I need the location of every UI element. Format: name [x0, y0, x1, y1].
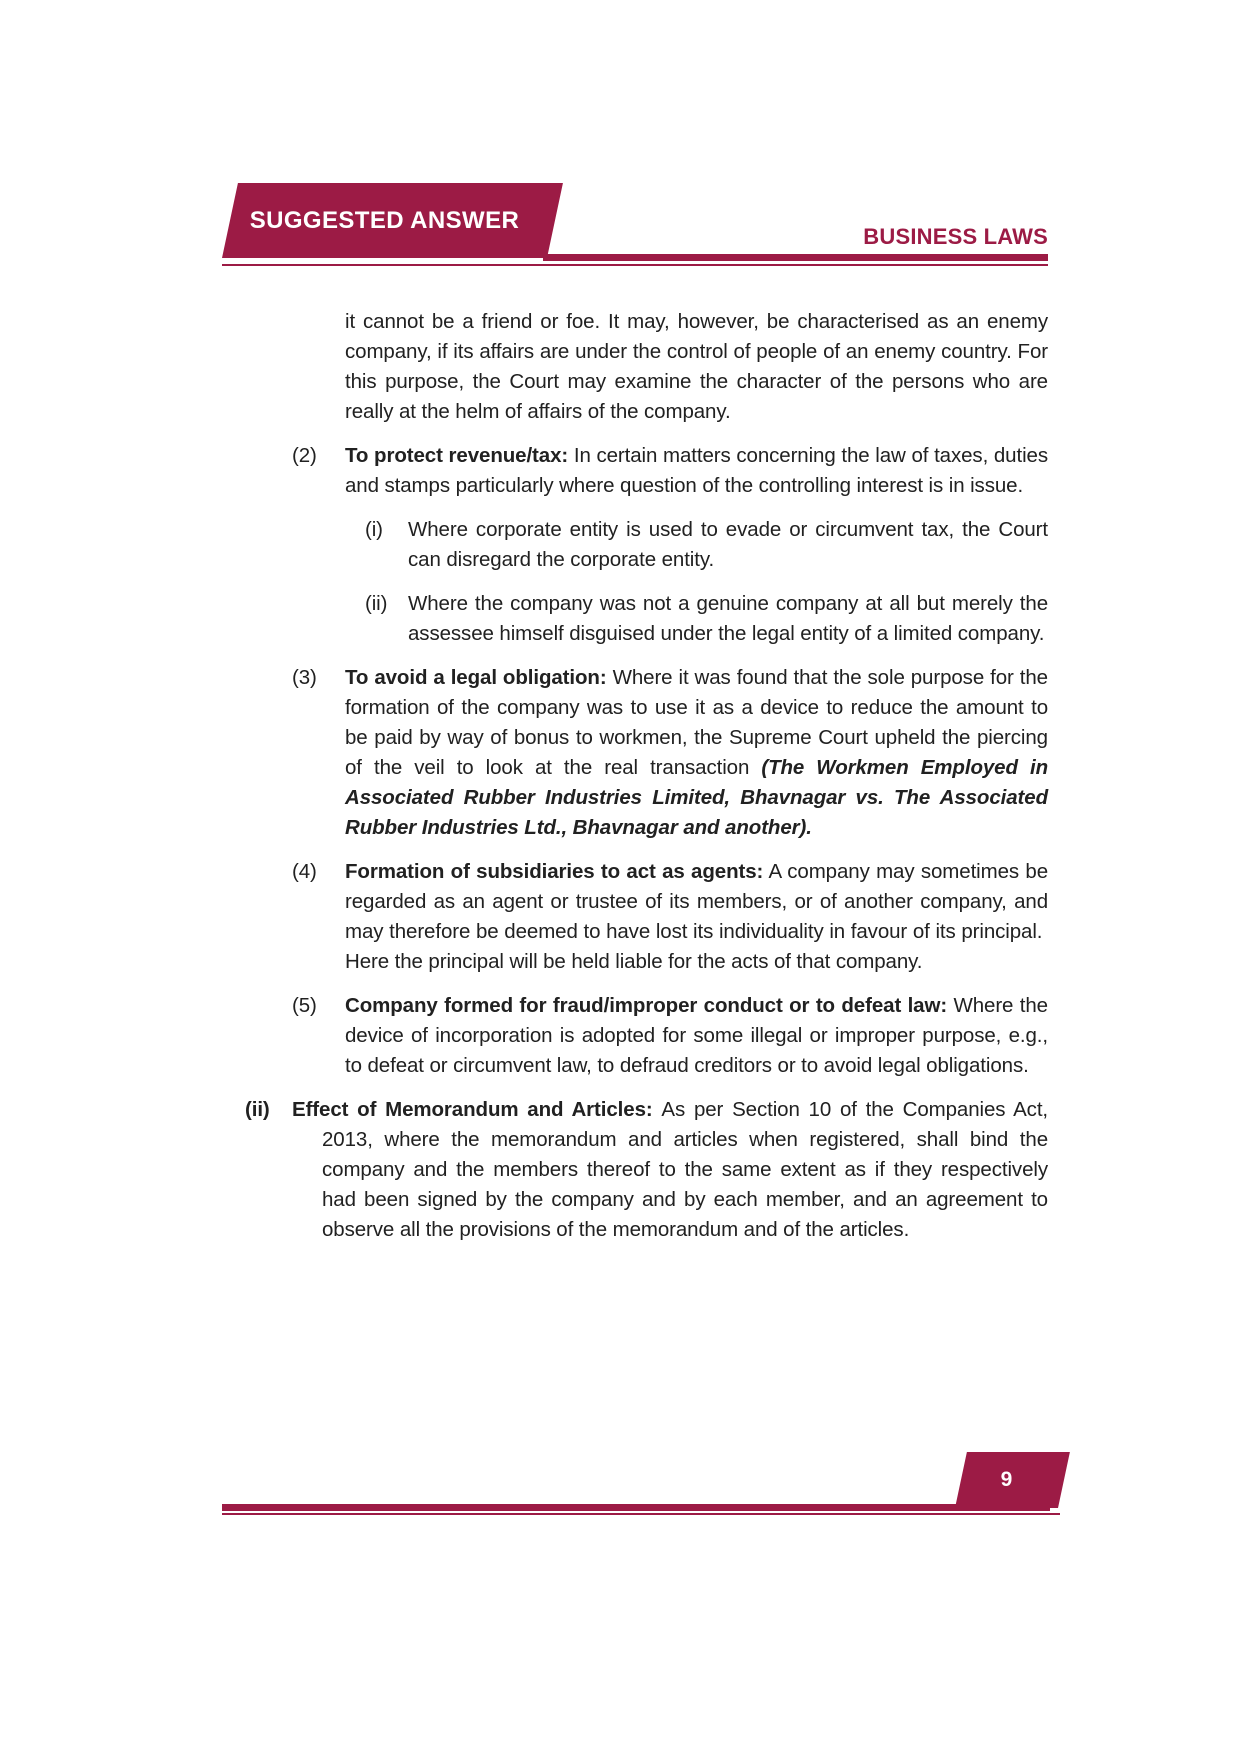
header-banner-label: SUGGESTED ANSWER: [249, 206, 520, 234]
footer-rule-thick: [222, 1504, 1050, 1511]
answer-body: [245, 307, 1048, 1259]
item-label: Effect of Memorandum and Articles:: [292, 1098, 653, 1121]
item-marker: (4): [292, 860, 317, 883]
item-marker: (5): [292, 994, 317, 1017]
item-text: As per Section 10 of the Companies Act, 2013, where the memorandum and articles when registered, shall bind the company and the members thereof to the same extent as if they respectively had been signed by the company and by each member, and an agreement to observe all the provisions of the memorandum and of the articles.: [322, 1098, 1049, 1241]
item-marker: (2): [292, 444, 317, 467]
list-item-5: [245, 991, 1048, 1081]
sub-item-ii: [245, 589, 1048, 649]
item-text: Where the company was not a genuine company at all but merely the assessee himself disguised under the legal entity of a limited company.: [408, 592, 1048, 645]
list-item-2: [245, 441, 1048, 501]
item-marker: (3): [292, 666, 317, 689]
item-text: Where corporate entity is used to evade or circumvent tax, the Court can disregard the corporate entity.: [408, 518, 1048, 571]
case-citation: (The Workmen Employed in Associated Rubber Industries Limited, Bhavnagar vs. The Associated Rubber Industries Ltd., Bhavnagar and another).: [345, 756, 1048, 839]
item-marker: (ii): [365, 592, 388, 615]
item-text: Where it was found that the sole purpose for the formation of the company was to use it as a device to reduce the amount to be paid by way of bonus to workmen, the Supreme Court upheld the piercing of the veil to look at the real transaction: [345, 666, 1048, 779]
item-marker: (ii): [245, 1098, 270, 1121]
list-item-ii-effect: [245, 1095, 1048, 1245]
item-label: To avoid a legal obligation:: [345, 666, 607, 689]
continuation-paragraph: it cannot be a friend or foe. It may, however, be characterised as an enemy company, if its affairs are under the control of people of an enemy country. For this purpose, the Court may examine the character of the persons who are really at the helm of affairs of the company.: [345, 310, 1048, 423]
sub-item-i: [245, 515, 1048, 575]
subject-title: BUSINESS LAWS: [863, 224, 1048, 249]
list-item-4: [245, 857, 1048, 977]
page-number: 9: [1000, 1468, 1013, 1491]
footer-rule-thin: [222, 1513, 1060, 1515]
item-text: In certain matters concerning the law of taxes, duties and stamps particularly where question of the controlling interest is in issue.: [345, 444, 1048, 497]
item-marker: (i): [365, 518, 383, 541]
item-label: Company formed for fraud/improper conduct or to defeat law:: [345, 994, 948, 1017]
item-label: To protect revenue/tax:: [345, 444, 569, 467]
item-text: Where the device of incorporation is adopted for some illegal or improper purpose, e.g., to defeat or circumvent law, to defraud creditors or to avoid legal obligations.: [345, 994, 1048, 1077]
list-item-3: [245, 663, 1048, 843]
header-rule-thin: [222, 264, 1048, 266]
item-text: A company may sometimes be regarded as an agent or trustee of its members, or of another company, and may therefore be deemed to have lost its individuality in favour of its principal. Here the principal will be held liable for the acts of that company.: [345, 860, 1049, 973]
header-rule-thick: [543, 254, 1048, 261]
item-label: Formation of subsidiaries to act as agents:: [345, 860, 764, 883]
